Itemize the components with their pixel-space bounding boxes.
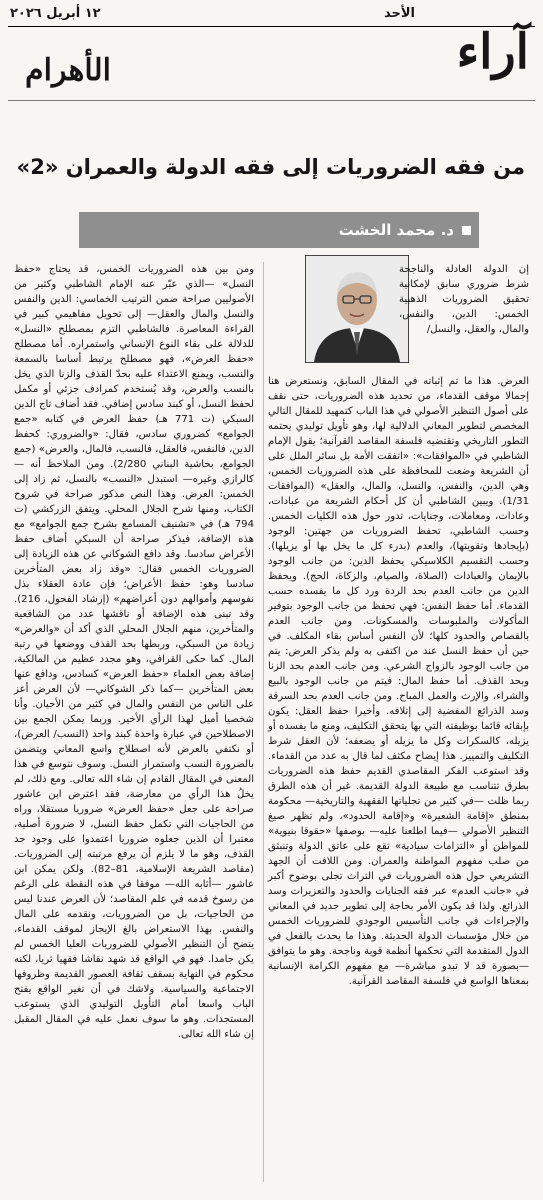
- header-rule: [8, 26, 535, 27]
- column-divider: [263, 262, 264, 1182]
- header-date: ١٢ أبريل ٢٠٢٦: [10, 6, 101, 21]
- section-title: آراء: [456, 24, 529, 80]
- article-body-left: ومن بين هذه الضروريات الخمس، قد يحتاج «حفظ النسل» —الذي عبّر عنه الإمام الشاطبي وكثير من الأصوليين صراحة ضمن الترتيب الخماسي: الدين والنفس والنسل والمال والعقل— إلى تحويل مفاهيمي كبير في القراءة المعاصرة. فالشاطبي التزم بمصطلح «النسل» للدلالة على بقاء النوع الإنساني واستمراره. أما مصطلح «حفظ العرض»، فهو مصطلح يرتبط أساسا بالسمعة والنسب، ويمنع الاعتداء عليه بحدّ القذف والزنا الذي يخل بالنسب والعرض، وقد يُستخدم كمرادف جزئي أو مكمل لحفظ النسل، أو كبند سادس إضافي. فقد أضاف تاج الدين السبكي (ت 771 هـ) حفظ العرض في كتابه «جمع الجوامع» كضروري سادس، فقال: «والضروري: كحفظ الدين، فالنفس، فالعقل، فالنسب، فالمال، والعرض» (جمع الجوامع، بحاشية البناني 2/280). ومن الملاحظ أنه —كالرازي وغيره— استبدل «النسب» بالنسل، ثم زاد إلى الخمس: العرض. وهذا النص مذكور صراحة في شروح الكتاب، ومنها شرح الجلال المحلي. ويتفق الزركشي (ت 794 هـ) في «تشنيف المسامع بشرح جمع الجوامع» مع هذه الإضافة، فيذكر صراحة أن السبكي أضاف حفظ الأعراض سادسا. وقد دافع الشوكاني عن هذه الزيادة إلى الضروريات الخمس فقال: «وقد زاد بعض المتأخرين سادسا وهو: حفظ الأعراض؛ فإن عادة العقلاء بذل نفوسهم وأموالهم دون أعراضهم» (إرشاد الفحول، 216). وقد تبنى هذه الإضافة أو ناقشها عدد من الشافعية والمتأخرين، منهم الجلال المحلي الذي أكد أن «والعرض» زيادة من السبكي، وربطها بحد القذف ووضعها في رتبة المال. كما حكى القرافي، وهو مجدد عظيم من المالكية، إضافة بعض العلماء «حفظ العرض» كسادس، ودافع عنها بعض المتأخرين —كما ذكر الشوكاني— لأن العرض أعز على الناس من النفس والمال في كثير من الأحيان. وأنا شخصيا أميل لهذا الرأي الأخير. وربما يمكن الجمع بين الاصطلاحين في عبارة واحدة كبند واحد (النسب/ العرض)، أو نكتفي بالعرض لأنه اصطلاح واسع المعاني ويتضمن بالضرورة النسب واستمرار النسل. وسوف نتوسع في هذا المعنى في المقال القادم إن شاء الله تعالى. ومع ذلك، لم يخلُ هذا الرأي من معارضة، فقد اعترض ابن عاشور صراحة على جعل «حفظ العرض» ضروريا مستقلا، وراه من الحاجيات التي تكمل حفظ النسل، لا ضرورة أصلية، معتبرا أن الذين جعلوه ضروريا اعتمدوا على وجود حد القذف، وهو ما لا يلزم أن يرفع مرتبته إلى الضروريات. (مقاصد الشريعة الإسلامية، 81–82). ولكن يمكن ابن عاشور —أثابه الله— موفقا في هذه النقطة على الرغم من رسوخ قدمه في علم المقاصد؛ لأن العرض عندنا ليس من الحاجيات، بل من الضروريات، ونقدمه على المال والنفس. بهذا الاستعراض بالغ الإيجاز لموقف القدماء، يتضح أن التنظير الأصولي للضروريات العليا الخمس لم يكن جامدا. فهو في الواقع قد شهد نقاشا فقهيا ثريا، لكنه محكوم في النهاية بسقف ثقافة العصور القديمة وظروفها الاجتماعية والسياسية. ولاشك في أن تغير الواقع يفتح الباب واسعا أمام التأويل التوليدي الذي يستوعب المستجدات. وهو ما سوف نعمل عليه في المقال المقبل إن شاء الله تعالى.: [14, 264, 254, 1040]
- author-name: د. محمد الخشت: [338, 221, 454, 239]
- header-rule-bottom: [8, 100, 535, 101]
- square-bullet-icon: [462, 226, 471, 235]
- author-portrait-icon: [306, 256, 408, 362]
- ahram-logo: [8, 48, 128, 92]
- header-day: الأحد: [383, 6, 415, 21]
- author-photo: [305, 255, 409, 363]
- article-intro: إن الدولة العادلة والناجحة شرط ضروري سابق لإمكانية تحقيق الضروريات الذهبية الخمس: الدين، والنفس، والمال، والعقل، والنسل/: [399, 264, 529, 335]
- byline: [339, 212, 471, 248]
- article-body-right: العرض. هذا ما تم إثباته في المقال السابق، ونستعرض هنا إجمالا موقف القدماء، من تحديد هذه الضروريات، حتى نقف على أصول التنظير الأصولي في هذا الباب كتمهيد للمقال التالي المخصص لتطوير المعاني الدلالية لها، وهو تأويل توليدي يحتمه التطور التاريخي وتقتضيه فلسفة المقاصد القرآنية؛ يقول الإمام الشاطبي في «الموافقات»: «اتفقت الأمة بل سائر الملل على أن الشريعة وضعت للمحافظة على هذه الضروريات الخمس، وهي الدين، والنفس، والنسل، والمال، والعقل» (الموافقات 1/31). ويبين الشاطبي أن كل أحكام الشريعة من عبادات، وعادات، ومعاملات، وجنايات، تدور حول هذه الكليات الخمس. وحسب الشاطبي، تحفظ الضروريات من جهتين: الوجود (بإيجادها وتقويتها)، والعدم (بدرء كل ما يخل بها أو يزيلها). وحسب التقسيم الكلاسيكي يحفظ الدين: من جانب الوجود بالإيمان والعبادات (الصلاة، والصيام، والزكاة، الحج). ويحفظ الدين من جانب العدم بحد الردة ورد كل ما يفسده حسب القدماء. أما حفظ النفس: فهي تحفظ من جانب الوجود بتوفير المأكولات والملبوسات والمسكونات. ومن جانب العدم بالقصاص والحدود كلها؛ لأن النفس أساس بقاء المكلف. في حين أن حفظ النسل عند من اكتفى به ولم يذكر العرض: يتم من جانب الوجود بالزواج الشرعي. ومن جانب العدم بحد الزنا وبحد القذف. أما حفظ المال: فيتم من جانب الوجود بالبيع والشراء، والإرث والعمل المباح. ومن جانب العدم بحد السرقة وسد الذرائع المفضية إلى إتلافه. وأخيرا حفظ العقل: يكون بإبقائه قائما بوظيفته التي بها يتحقق التكليف، ومنع ما يفسده أو يزيله، كالسكرات وكل ما يزيله أو يضعفه؛ لأن العقل شرط التكليف والتمييز. هذا إيضاح مكثف لما قال به عدد من القدماء. وقد استوعب الفكر المقاصدي القديم حفظ هذه الضروريات بطرق تتناسب مع طبيعة الدولة القديمة. غير أن هذه الطرق ربما ظلت —في كثير من تجلياتها الفقهية والتاريخية— محكومة بمنطق «إقامة الشعيرة» و«إقامة الحدود»، ولم تظهر صيغ التنظير الأصولي —فيما اطلعنا عليه— بوصفها «حقوقا بنيوية» للمواطن أو «التزامات سيادية» تقع على عاتق الدولة وتنبثق من صلب مفهوم المواطنة والعمران. ومن اللافت أن الجهد التشريعي حول هذه الضروريات في التراث تجلى بوضوح أكبر في «جانب العدم» عبر فقه الجنايات والحدود والتعزيرات وسد الذرائع. ولذا قد يكون الأمر بحاجة إلى تطوير جديد في المعاني والإجراءات في جانب التأسيس الوجودي للضروريات الخمس من خلال مؤسسات الدولة الحديثة. وهذا ما يحدث بالفعل في الدول المتقدمة التي تحكمها أنظمة قوية وناجحة. وهو ما يتوافق —بصورة قد لا تبدو مباشرة— مع مفهوم الكرامة الإنسانية بمعناها الواسع في فلسفة المقاصد القرآنية.: [268, 376, 529, 987]
- logo-text: الأهرام: [25, 52, 111, 88]
- page-header: [0, 0, 543, 112]
- article-column-left: [14, 262, 254, 1042]
- article-title: من فقه الضروريات إلى فقه الدولة والعمران «2»: [16, 155, 525, 179]
